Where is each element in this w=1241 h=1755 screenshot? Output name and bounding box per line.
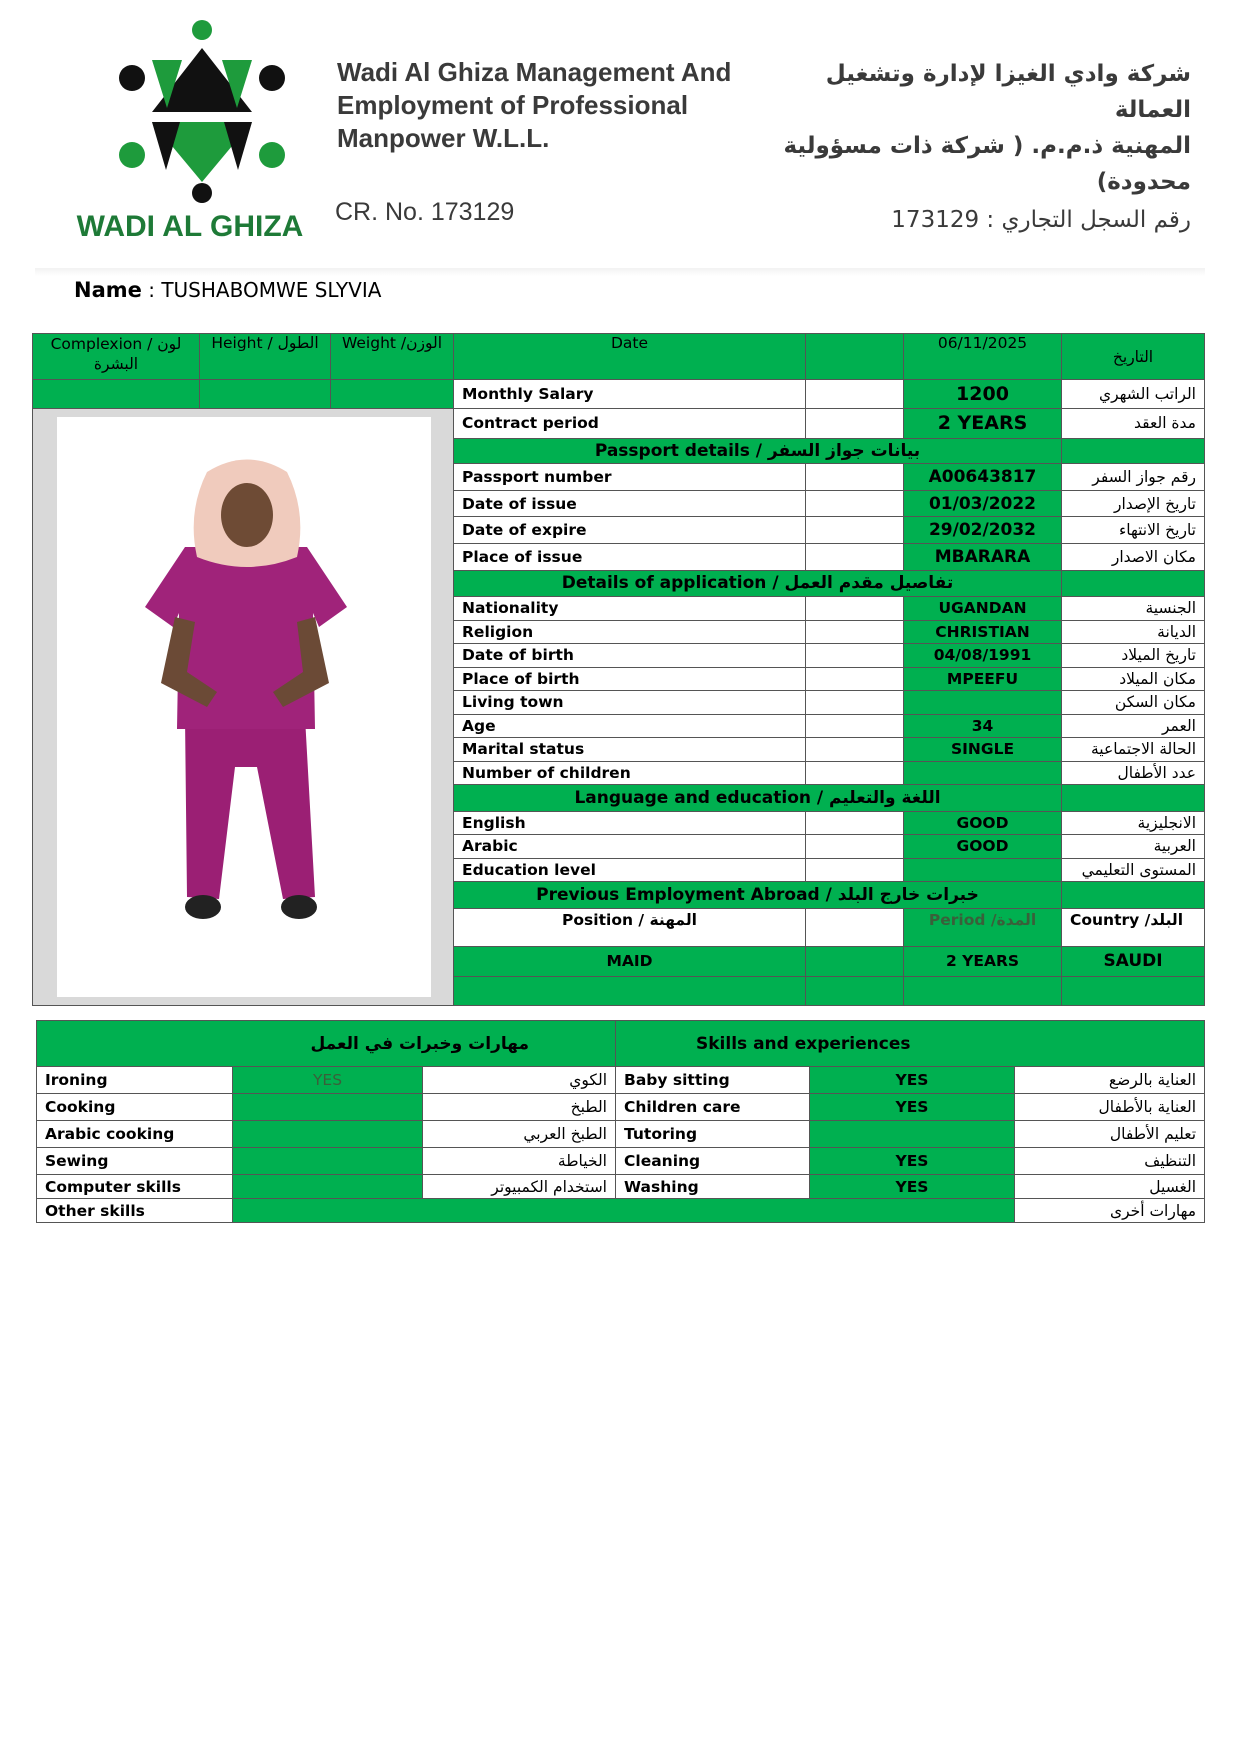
marital-status-value: SINGLE <box>904 738 1062 762</box>
living-town-label-ar: مكان السكن <box>1062 691 1205 715</box>
name-label: Name <box>74 278 142 302</box>
country-value: SAUDI <box>1062 946 1205 977</box>
number-of-children-spacer <box>806 761 904 785</box>
skill-cooking-label: Cooking <box>37 1094 233 1121</box>
skill-tutoring-label-ar: تعليم الأطفال <box>1015 1121 1205 1148</box>
skill-washing-label-ar: الغسيل <box>1015 1175 1205 1199</box>
place-of-birth-label-ar: مكان الميلاد <box>1062 667 1205 691</box>
salary-label-ar: الراتب الشهري <box>1062 380 1205 409</box>
company-logo <box>70 10 310 245</box>
employment-title-spacer <box>1062 882 1205 909</box>
photo-frame <box>33 409 454 1006</box>
skills-title-en: Skills and experiences <box>616 1021 1205 1067</box>
period-header: Period /المدة <box>904 908 1062 946</box>
date-of-expire-value: 29/02/2032 <box>904 517 1062 544</box>
marital-status-label-ar: الحالة الاجتماعية <box>1062 738 1205 762</box>
skills-title-ar: مهارات وخبرات في العمل <box>37 1021 616 1067</box>
height-header: Height / الطول <box>200 334 331 380</box>
details-section-title: Details of application / تفاصيل مقدم العمل <box>454 570 1062 597</box>
passport-section-title: Passport details / بيانات جواز السفر <box>454 438 1062 464</box>
number-of-children-label: Number of children <box>454 761 806 785</box>
company-name-en-line-3: Manpower W.L.L. <box>337 123 550 153</box>
skill-other-label-ar: مهارات أخرى <box>1015 1199 1205 1223</box>
place-of-birth-spacer <box>806 667 904 691</box>
date-of-birth-label-ar: تاريخ الميلاد <box>1062 644 1205 668</box>
place-of-issue-value: MBARARA <box>904 543 1062 570</box>
english-label-ar: الانجليزية <box>1062 811 1205 835</box>
company-name-ar-line-3: محدودة) <box>1096 169 1191 195</box>
company-name-en-line-1: Wadi Al Ghiza Management And <box>337 57 732 87</box>
living-town-label: Living town <box>454 691 806 715</box>
cv-main-table <box>32 333 1205 1006</box>
date-of-issue-value: 01/03/2022 <box>904 490 1062 517</box>
passport-number-label-ar: رقم جواز السفر <box>1062 464 1205 491</box>
date-of-issue-label: Date of issue <box>454 490 806 517</box>
skill-cleaning-label-ar: التنظيف <box>1015 1148 1205 1175</box>
age-label: Age <box>454 714 806 738</box>
language-title-spacer <box>1062 785 1205 812</box>
english-spacer <box>806 811 904 835</box>
date-of-birth-label: Date of birth <box>454 644 806 668</box>
education-level-value <box>904 858 1062 882</box>
skill-baby-sitting-label: Baby sitting <box>616 1067 810 1094</box>
contract-value: 2 YEARS <box>904 409 1062 439</box>
skill-other-value <box>233 1199 1015 1223</box>
skill-computer-label: Computer skills <box>37 1175 233 1199</box>
salary-label: Monthly Salary <box>454 380 806 409</box>
position-header-spacer <box>806 908 904 946</box>
cr-number-ar: رقم السجل التجاري : 173129 <box>891 207 1191 233</box>
complexion-value <box>33 380 200 409</box>
passport-number-value: A00643817 <box>904 464 1062 491</box>
arabic-value: GOOD <box>904 835 1062 859</box>
arabic-spacer <box>806 835 904 859</box>
weight-value <box>331 380 454 409</box>
skill-tutoring-label: Tutoring <box>616 1121 810 1148</box>
place-of-issue-spacer <box>806 543 904 570</box>
place-of-birth-value: MPEEFU <box>904 667 1062 691</box>
skill-ironing-label-ar: الكوي <box>423 1067 616 1094</box>
place-of-issue-label-ar: مكان الاصدار <box>1062 543 1205 570</box>
weight-header: Weight /الوزن <box>331 334 454 380</box>
contract-label-ar: مدة العقد <box>1062 409 1205 439</box>
skill-computer-label-ar: استخدام الكمبيوتر <box>423 1175 616 1199</box>
company-name-en <box>337 56 731 155</box>
date-of-expire-spacer <box>806 517 904 544</box>
marital-status-label: Marital status <box>454 738 806 762</box>
skill-computer-value <box>233 1175 423 1199</box>
age-label-ar: العمر <box>1062 714 1205 738</box>
nationality-label-ar: الجنسية <box>1062 597 1205 621</box>
period-value: 2 YEARS <box>904 946 1062 977</box>
skill-children-care-value: YES <box>810 1094 1015 1121</box>
position-value: MAID <box>454 946 806 977</box>
religion-label-ar: الديانة <box>1062 620 1205 644</box>
education-level-label: Education level <box>454 858 806 882</box>
skill-arabic-cooking-label: Arabic cooking <box>37 1121 233 1148</box>
religion-label: Religion <box>454 620 806 644</box>
contract-label: Contract period <box>454 409 806 439</box>
skill-sewing-label-ar: الخياطة <box>423 1148 616 1175</box>
skill-ironing-value: YES <box>233 1067 423 1094</box>
skill-cooking-value <box>233 1094 423 1121</box>
number-of-children-label-ar: عدد الأطفال <box>1062 761 1205 785</box>
salary-spacer <box>806 380 904 409</box>
language-section-title: Language and education / اللغة والتعليم <box>454 785 1062 812</box>
marital-status-spacer <box>806 738 904 762</box>
education-level-label-ar: المستوى التعليمي <box>1062 858 1205 882</box>
skill-other-label: Other skills <box>37 1199 233 1223</box>
skill-ironing-label: Ironing <box>37 1067 233 1094</box>
skill-children-care-label-ar: العناية بالأطفال <box>1015 1094 1205 1121</box>
date-of-birth-spacer <box>806 644 904 668</box>
number-of-children-value <box>904 761 1062 785</box>
skill-cleaning-label: Cleaning <box>616 1148 810 1175</box>
passport-number-label: Passport number <box>454 464 806 491</box>
place-of-issue-label: Place of issue <box>454 543 806 570</box>
name-value: : TUSHABOMWE SLYVIA <box>148 278 382 302</box>
candidate-photo <box>57 417 431 997</box>
cr-number-en: CR. No. 173129 <box>335 198 515 226</box>
nationality-label: Nationality <box>454 597 806 621</box>
date-spacer <box>806 334 904 380</box>
date-value: 06/11/2025 <box>904 334 1062 380</box>
skill-sewing-value <box>233 1148 423 1175</box>
contract-spacer <box>806 409 904 439</box>
age-value: 34 <box>904 714 1062 738</box>
salary-value: 1200 <box>904 380 1062 409</box>
place-of-birth-label: Place of birth <box>454 667 806 691</box>
company-name-ar-line-2: المهنية ذ.م.م. ( شركة ذات مسؤولية <box>783 133 1191 159</box>
living-town-spacer <box>806 691 904 715</box>
passport-title-spacer <box>1062 438 1205 464</box>
header-divider <box>35 268 1205 276</box>
country-header: Country /البلد <box>1062 908 1205 946</box>
company-name-en-line-2: Employment of Professional <box>337 90 689 120</box>
nationality-value: UGANDAN <box>904 597 1062 621</box>
skill-washing-label: Washing <box>616 1175 810 1199</box>
skill-baby-sitting-label-ar: العناية بالرضع <box>1015 1067 1205 1094</box>
date-of-issue-label-ar: تاريخ الإصدار <box>1062 490 1205 517</box>
age-spacer <box>806 714 904 738</box>
date-of-issue-spacer <box>806 490 904 517</box>
arabic-label: Arabic <box>454 835 806 859</box>
nationality-spacer <box>806 597 904 621</box>
company-name-ar-line-1: شركة وادي الغيزا لإدارة وتشغيل العمالة <box>825 61 1191 123</box>
skill-cooking-label-ar: الطبخ <box>423 1094 616 1121</box>
date-of-birth-value: 04/08/1991 <box>904 644 1062 668</box>
candidate-name-row <box>74 278 381 302</box>
religion-spacer <box>806 620 904 644</box>
education-level-spacer <box>806 858 904 882</box>
employment-section-title: Previous Employment Abroad / خبرات خارج البلد <box>454 882 1062 909</box>
empty-row-cell <box>806 977 904 1006</box>
empty-row-cell <box>904 977 1062 1006</box>
details-title-spacer <box>1062 570 1205 597</box>
skill-arabic-cooking-label-ar: الطبخ العربي <box>423 1121 616 1148</box>
skill-arabic-cooking-value <box>233 1121 423 1148</box>
company-name-ar <box>771 56 1191 200</box>
svg-text:WADI AL GHIZA: WADI AL GHIZA <box>76 210 304 243</box>
date-label: Date <box>454 334 806 380</box>
skill-washing-value: YES <box>810 1175 1015 1199</box>
living-town-value <box>904 691 1062 715</box>
date-label-ar: التاريخ <box>1062 334 1205 380</box>
english-label: English <box>454 811 806 835</box>
skill-tutoring-value <box>810 1121 1015 1148</box>
date-of-expire-label: Date of expire <box>454 517 806 544</box>
skill-cleaning-value: YES <box>810 1148 1015 1175</box>
empty-row-cell <box>1062 977 1205 1006</box>
arabic-label-ar: العربية <box>1062 835 1205 859</box>
passport-number-spacer <box>806 464 904 491</box>
position-value-spacer <box>806 946 904 977</box>
skill-sewing-label: Sewing <box>37 1148 233 1175</box>
position-header: Position / المهنة <box>454 908 806 946</box>
skill-baby-sitting-value: YES <box>810 1067 1015 1094</box>
religion-value: CHRISTIAN <box>904 620 1062 644</box>
empty-row-cell <box>454 977 806 1006</box>
skill-children-care-label: Children care <box>616 1094 810 1121</box>
height-value <box>200 380 331 409</box>
complexion-header: Complexion / لون البشرة <box>33 334 200 380</box>
date-of-expire-label-ar: تاريخ الانتهاء <box>1062 517 1205 544</box>
skills-table <box>36 1020 1205 1223</box>
english-value: GOOD <box>904 811 1062 835</box>
